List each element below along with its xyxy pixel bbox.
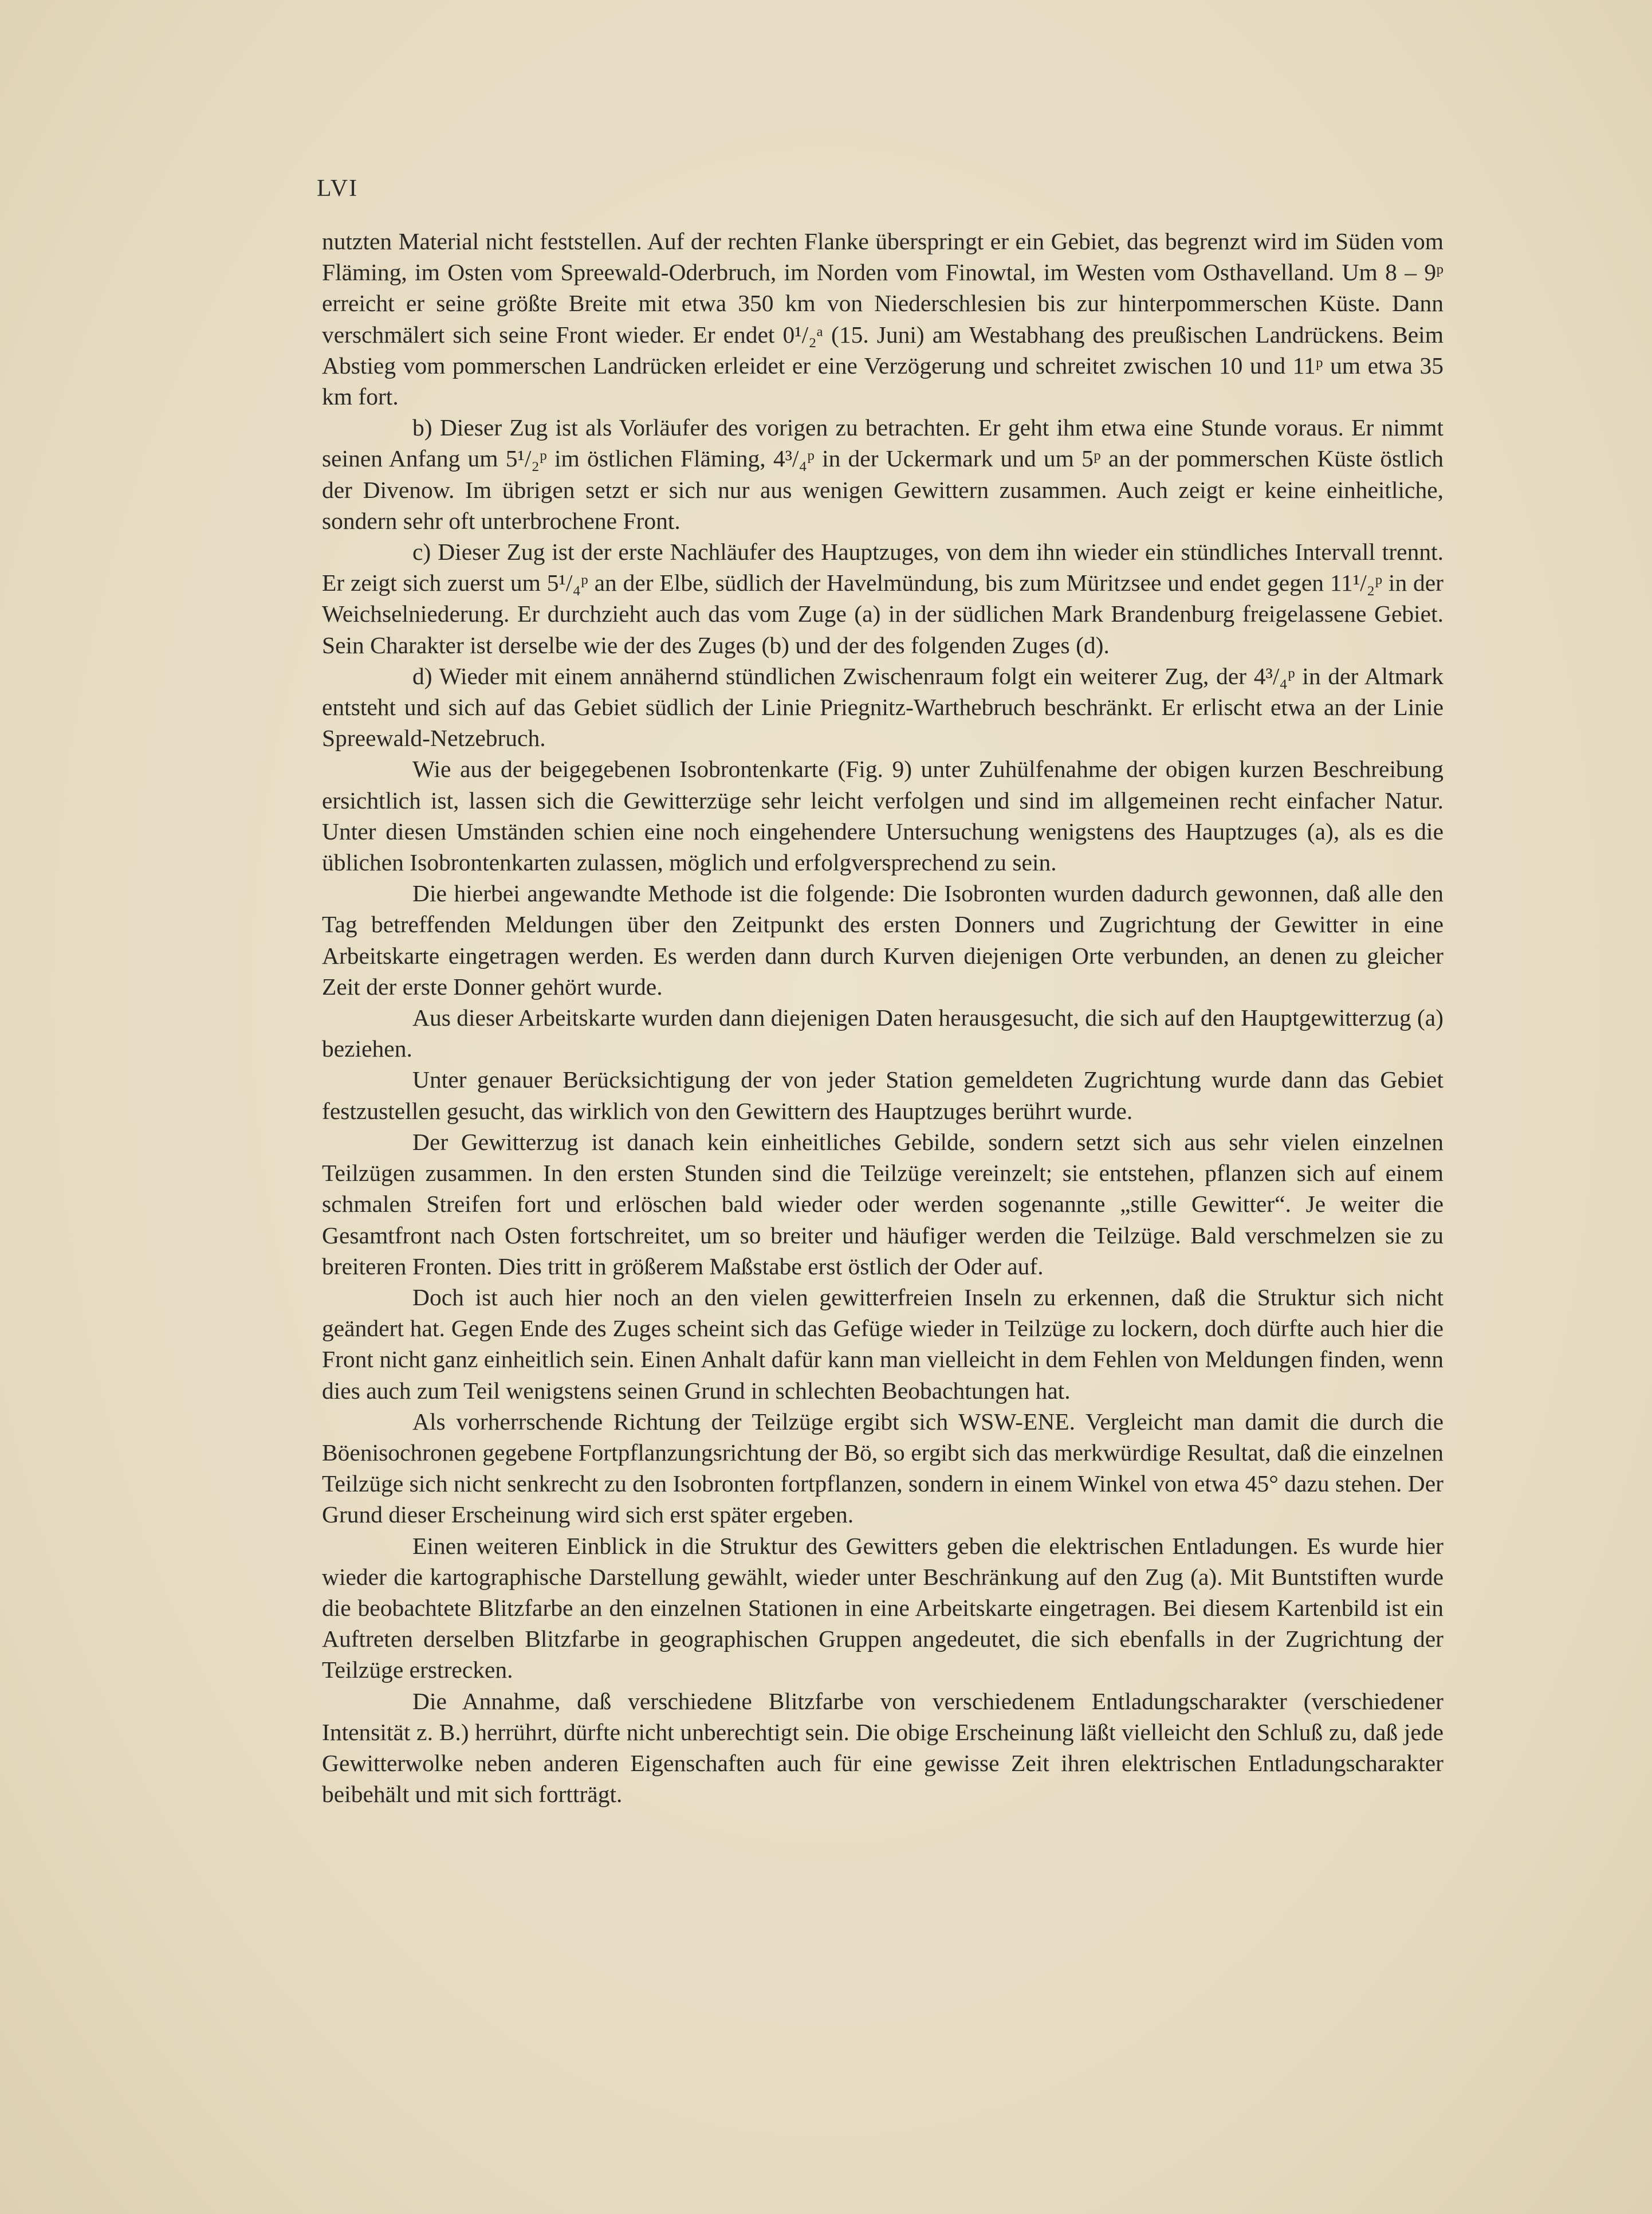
paragraph: Doch ist auch hier noch an den vielen gewitterfreien Inseln zu erkennen, daß die Struktur sich nicht geändert hat. Gegen Ende des Zuges scheint sich das Gefüge wieder in Teilzüge zu lockern, doch dürfte auch hier die Front nicht ganz einheitlich sein. Einen Anhalt dafür kann man vielleicht in dem Fehlen von Meldungen finden, wenn dies auch zum Teil wenigstens seinen Grund in schlechten Beobachtungen hat. xyxy=(322,1283,1443,1404)
page-number: LVI xyxy=(317,175,359,202)
paragraph: nutzten Material nicht feststellen. Auf der rechten Flanke überspringt er ein Gebiet, das begrenzt wird im Süden vom Fläming, im Osten vom Spreewald-Oderbruch, im Norden vom Finowtal, im Westen vom Osthavelland. Um 8 – 9ᵖ erreicht er seine größte Breite mit etwa 350 km von Niederschlesien bis zur hinterpommerschen Küste. Dann verschmälert sich seine Front wieder. Er endet 0¹/₂ᵃ (15. Juni) am Westabhang des preußischen Landrückens. Beim Abstieg vom pommerschen Landrücken erleidet er eine Verzögerung und schreitet zwischen 10 und 11ᵖ um etwa 35 km fort. xyxy=(322,228,1443,410)
paragraph: Als vorherrschende Richtung der Teilzüge ergibt sich WSW-ENE. Vergleicht man damit die durch die Böenisochronen gegebene Fortpflanzungsrichtung der Bö, so ergibt sich das merkwürdige Resultat, daß die einzelnen Teilzüge sich nicht senkrecht zu den Isobronten fortpflanzen, sondern in einem Winkel von etwa 45° dazu stehen. Der Grund dieser Erscheinung wird sich erst später ergeben. xyxy=(322,1408,1443,1528)
paragraph: Einen weiteren Einblick in die Struktur des Gewitters geben die elektrischen Entladungen. Es wurde hier wieder die kartographische Darstellung gewählt, wieder unter Beschränkung auf den Zug (a). Mit Buntstiften wurde die beobachtete Blitzfarbe an den einzelnen Stationen in eine Arbeitskarte eingetragen. Bei diesem Kartenbild ist ein Auftreten derselben Blitzfarbe in geographischen Gruppen angedeutet, die sich ebenfalls in der Zugrichtung der Teilzüge erstrecken. xyxy=(322,1532,1443,1683)
paragraph: Unter genauer Berücksichtigung der von jeder Station gemeldeten Zugrichtung wurde dann das Gebiet festzustellen gesucht, das wirklich von den Gewittern des Hauptzuges berührt wurde. xyxy=(322,1066,1443,1124)
paragraph: Wie aus der beigegebenen Isobrontenkarte (Fig. 9) unter Zuhülfenahme der obigen kurzen Beschreibung ersichtlich ist, lassen sich die Gewitterzüge sehr leicht verfolgen und sind im allgemeinen recht einfacher Natur. Unter diesen Umständen schien eine noch eingehendere Untersuchung wenigstens des Hauptzuges (a), als es die üblichen Isobrontenkarten zulassen, möglich und erfolgversprechend zu sein. xyxy=(322,756,1443,876)
paragraph: b) Dieser Zug ist als Vorläufer des vorigen zu betrachten. Er geht ihm etwa eine Stunde voraus. Er nimmt seinen Anfang um 5¹/₂ᵖ im östlichen Fläming, 4³/₄ᵖ in der Uckermark und um 5ᵖ an der pommerschen Küste östlich der Divenow. Im übrigen setzt er sich nur aus wenigen Gewittern zusammen. Auch zeigt er keine einheitliche, sondern sehr oft unterbrochene Front. xyxy=(322,414,1443,534)
paragraph: Aus dieser Arbeitskarte wurden dann diejenigen Daten herausgesucht, die sich auf den Hauptgewitterzug (a) beziehen. xyxy=(322,1004,1444,1062)
body-text xyxy=(322,226,1443,1809)
paragraph: c) Dieser Zug ist der erste Nachläufer des Hauptzuges, von dem ihn wieder ein stündliches Intervall trennt. Er zeigt sich zuerst um 5¹/₄ᵖ an der Elbe, südlich der Havelmündung, bis zum Müritzsee und endet gegen 11¹/₂ᵖ in der Weichselniederung. Er durchzieht auch das vom Zuge (a) in der südlichen Mark Brandenburg freigelassene Gebiet. Sein Charakter ist derselbe wie der des Zuges (b) und der des folgenden Zuges (d). xyxy=(322,539,1443,658)
paragraph: d) Wieder mit einem annähernd stündlichen Zwischenraum folgt ein weiterer Zug, der 4³/₄ᵖ in der Altmark entsteht und sich auf das Gebiet südlich der Linie Priegnitz-Warthebruch beschränkt. Er erlischt etwa an der Linie Spreewald-Netzebruch. xyxy=(322,662,1443,752)
paragraph: Die hierbei angewandte Methode ist die folgende: Die Isobronten wurden dadurch gewonnen, daß alle den Tag betreffenden Meldungen über den Zeitpunkt des ersten Donners und Zugrichtung der Gewitter in eine Arbeitskarte eingetragen werden. Es werden dann durch Kurven diejenigen Orte verbunden, an denen zu gleicher Zeit der erste Donner gehört wurde. xyxy=(322,880,1443,1000)
paragraph: Der Gewitterzug ist danach kein einheitliches Gebilde, sondern setzt sich aus sehr vielen einzelnen Teilzügen zusammen. In den ersten Stunden sind die Teilzüge vereinzelt; sie entstehen, pflanzen sich auf einem schmalen Streifen fort und erlöschen bald wieder oder werden sogenannte „stille Gewitter“. Je weiter die Gesamtfront nach Osten fortschreitet, um so breiter und häufiger werden die Teilzüge. Bald verschmelzen sie zu breiteren Fronten. Dies tritt in größerem Maßstabe erst östlich der Oder auf. xyxy=(322,1128,1443,1279)
paragraph: Die Annahme, daß verschiedene Blitzfarbe von verschiedenem Entladungscharakter (verschiedener Intensität z. B.) herrührt, dürfte nicht unberechtigt sein. Die obige Erscheinung läßt vielleicht den Schluß zu, daß jede Gewitterwolke neben anderen Eigenschaften auch für eine gewisse Zeit ihren elektrischen Entladungscharakter beibehält und mit sich fortträgt. xyxy=(322,1687,1443,1808)
